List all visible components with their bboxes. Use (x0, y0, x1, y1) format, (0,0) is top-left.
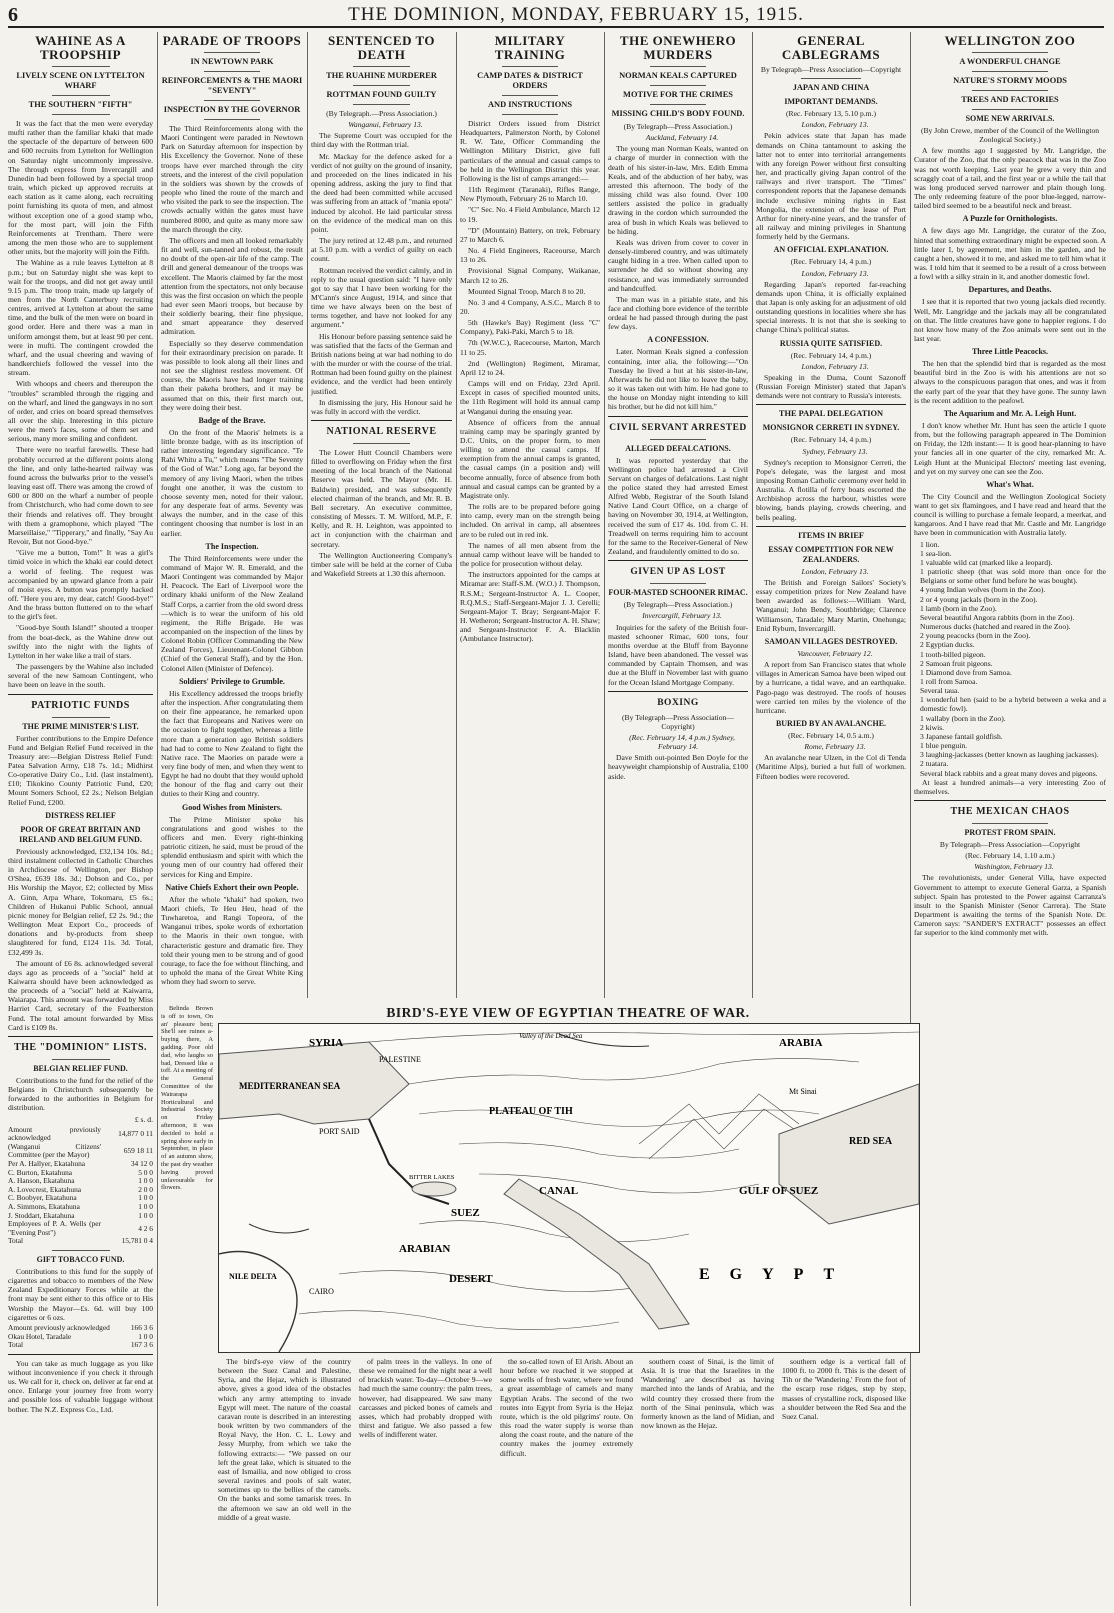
subhead: Good Wishes from Ministers. (181, 802, 282, 812)
map-illustration (219, 1024, 919, 1352)
subhead: MONSIGNOR CERRETI IN SYDNEY. (762, 423, 900, 433)
subhead: CAMP DATES & DISTRICT ORDERS (477, 71, 583, 90)
subhead: IN NEWTOWN PARK (190, 57, 274, 66)
subhead: MOTIVE FOR THE CRIMES (623, 90, 733, 99)
paragraph: "D" (Mountain) Battery, on trek, February 27 to March 6. (460, 225, 600, 244)
subhead: REINFORCEMENTS & THE MAORI "SEVENTY" (161, 76, 303, 95)
paragraph: Regarding Japan's reported far-reaching demands upon China, it is officially explained that Japan is only asking for an adjustment of old outstanding questions in localities where she has special interests. It is not that she is seeking to change China's political status. (756, 279, 906, 335)
list-item: 4 young Indian wolves (born in the Zoo). (920, 585, 1046, 595)
list-item: 1 blue penguin. (920, 741, 968, 751)
gift-fund-table (8, 1324, 153, 1350)
paragraph: Further contributions to the Empire Defence Fund and Belgian Relief Fund received in the Treasury are:—Belgian Distress Relief Fund: Patea Salvation Army, £18 7s. 1d.; Midhirst Co-operative Dairy Co., Ltd. (last instalment), £10; Tikokino County Patriotic Fund, £20; Mount Somers School, £2 2s.; Nelson Belgian Relief Fund, £200. (8, 733, 153, 807)
subhead: DISTRESS RELIEF (45, 810, 116, 820)
list-item: 2 young peacocks (born in the Zoo). (920, 631, 1031, 641)
below-map-col-1 (218, 1357, 351, 1607)
headline-military-training: MILITARY TRAINING (494, 33, 566, 62)
paragraph: Especially so they deserve commendation for their extraordinary precision on parade. It was possible to look along all their lines and not see the slightest restless movement. Of course, the Maoris have had longer training than their pakeha brothers, and it may be assumed that on this, their first march out, they were doing their best. (161, 338, 303, 412)
subhead: NORMAN KEALS CAPTURED (619, 71, 737, 80)
list-item: 1 sea-lion. (920, 548, 952, 558)
paragraph: "C" Sec. No. 4 Field Ambulance, March 12 to 19. (460, 205, 600, 224)
subhead: GIFT TOBACCO FUND. (36, 1255, 125, 1264)
subhead: The Inspection. (205, 541, 259, 551)
paragraph: The City Council and the Wellington Zoological Society want to get six flamingoes, and I have read and heard that the council is willing to purchase a female leopard, a meerkat, and kangaroos. And I have read that Mr. Castle and Mr. Langridge have been in communication with Australia lately. (914, 491, 1106, 538)
column-2 (161, 32, 303, 998)
headline-parade: PARADE OF TROOPS (162, 33, 302, 48)
list-item: 2 tuatara. (920, 759, 949, 769)
paragraph: 2nd (Wellington) Regiment, Miramar, April 12 to 24. (460, 358, 600, 377)
received: (Rec. February 14, 4 p.m.) (790, 350, 872, 360)
map-label-suez: SUEZ (451, 1207, 480, 1219)
credit: (By Telegraph.—Press Association.) (326, 109, 437, 118)
paragraph: The British and Foreign Sailors' Society's essay competition prizes for New Zealand have been awarded as follows:—William Ward, Wanganui; John Bendy, Southbridge; Clarence Williamson, Taradale; Mary Martin, Onehunga; Enid Ryburn, Invercargill. (756, 577, 906, 633)
below-map-col-4 (641, 1357, 774, 1607)
subhead: Badge of the Brave. (198, 415, 266, 425)
table-row: Amount previously acknowledged 14,877 0 11 (8, 1124, 153, 1143)
dateline: (Rec. February 14, 4 p.m.) Sydney, February 14. (629, 732, 735, 752)
map-label-desert: DESERT (449, 1273, 493, 1285)
paragraph: At least a hundred animals—a very interesting Zoo of themselves. (914, 777, 1106, 796)
paragraph: It was reported yesterday that the Wellington police had arrested a Civil Servant on charges of defalcations. Last night the police stated they had arrested Ernest Alfred Webb, Registrar of the South Island Native Land Court Office, on a charge of having on November 30, 1914, at Wellington, received the sum of £17 4s. 10d. from C. H. Treadwell on terms requiring him to account for the same to the Receiver-General of New Zealand, and fraudulently omitted to do so. (608, 455, 748, 557)
paragraph: Speaking in the Duma, Count Sazonoff (Russian Foreign Minister) stated that Japan's demands were not contrary to Russia's interests. (756, 372, 906, 401)
subhead: POOR OF GREAT BRITAIN AND IRELAND AND BELGIUM FUND. (19, 824, 142, 844)
paragraph: The Wellington Auctioneering Company's timber sale will be held at the corner of Cuba and Wakefield Streets at 1.30 this afternoon. (311, 550, 452, 579)
dateline: Sydney, February 13. (802, 446, 868, 456)
headline-civil-servant: CIVIL SERVANT ARRESTED (609, 422, 747, 433)
table-row: Employees of P. A. Wells (per "Evening Post") 4 2 6 (8, 1219, 153, 1237)
dateline: London, February 13. (801, 566, 869, 576)
list-item: 1 wonderful hen (said to be a hybrid between a weka and a domestic fowl). (920, 695, 1106, 714)
map-label-nile: NILE DELTA (229, 1272, 277, 1281)
table-row: A. Lovecrest, Ekatahuna 2 0 0 (8, 1184, 153, 1194)
paragraph: No. 4 Field Engineers, Raceourse, March 13 to 26. (460, 246, 600, 265)
credit: By Telegraph—Press Association—Copyright (760, 65, 902, 74)
headline-zoo: WELLINGTON ZOO (944, 33, 1076, 48)
subhead: SOME NEW ARRIVALS. (965, 114, 1055, 123)
subhead: SAMOAN VILLAGES DESTROYED. (764, 636, 898, 646)
subhead: IMPORTANT DEMANDS. (784, 97, 878, 107)
paragraph: 11th Regiment (Taranaki), Rifles Range, New Plymouth, February 26 to March 10. (460, 185, 600, 204)
table-row: A. Simmons, Ekatahuna 1 0 0 (8, 1202, 153, 1212)
paragraph: Contributions to the fund for the relief of the Belgians in Christchurch subsequently be forwarded to the authorities in Belgium for distribution. (8, 1075, 153, 1113)
paragraph: The hen that the splendid bird that is regarded as the most beautiful bird in the Zoo is with his attentions are not so always to the conspicuous paragon that ones, and was it from the early part of the year that they have gone. The sunny lawn is the recent addition to the peafowl. (914, 359, 1106, 405)
paragraph: The bird's-eye view of the country between the Suez Canal and Palestine, Syria, and the Hejaz, which is illustrated above, gives a good idea of the obstacles which any army attempting to invade Egypt will meet. The nature of the coastal caravan route is described in an interesting book written by two commanders of the Royal Navy, the Hon. C. L. Lowy and Jessy Murphy, from which we take the following extracts:— "We passed on our left the great lake, which is situated to the east of Ismailia, and now obliged to cross several ravines and pools of salt water, sometimes up to the bellies of the camels. On the banks and some tamarisk trees. In the afternoon we saw an old well in the middle of a great waste. (218, 1357, 351, 1522)
received: (Rec. February 14, 4 p.m.) (790, 435, 872, 445)
subhead: AND INSTRUCTIONS (488, 100, 572, 109)
headline-mexican: THE MEXICAN CHAOS (950, 806, 1070, 817)
masthead (8, 4, 1104, 28)
table-row: Total 167 3 6 (8, 1340, 153, 1350)
subhead: AN OFFICIAL EXPLANATION. (773, 245, 889, 255)
subhead: A WONDERFUL CHANGE (959, 57, 1061, 66)
subhead: Departures, and Deaths. (968, 285, 1052, 295)
paragraph: The instructors appointed for the camps at Miramar are: Staff-S.M. (W.O.) J. Thompson, R.S.M.; Sergeant-Instructor A. L. Cooper, R.Q.M.S.; Staff-Sergeant-Major J. J. Cerelli; Sergeant-Major T. Bray; Sergeant-Major F. H. Wetheron; Sergeant-Instructor A. H. Shaw; and Sergeant-Instructor F. A. Blacklin (Ambulance Instructor). (460, 570, 600, 644)
dateline: Rome, February 13. (804, 742, 866, 752)
received: (Rec. February 14, 1.10 a.m.) (965, 851, 1055, 861)
list-item: 2 or 4 young jackals (born in the Zoo). (920, 594, 1038, 604)
credit: (By Telegraph—Press Association—Copyright) (622, 712, 734, 731)
belgian-fund-table (8, 1126, 153, 1246)
map-label-mediterranean: MEDITERRANEAN SEA (239, 1081, 341, 1091)
headline-wahine: WAHINE AS A TROOPSHIP (35, 33, 126, 62)
table-row: A. Hanson, Ekatahuna 1 0 0 (8, 1176, 153, 1186)
column-1 (8, 32, 153, 1606)
paragraph: Belinda Brown is off to town, On an' pleasure bent; She'll see ruines a-buying there, A gadding. Poor old dad, who laughs so bad, Dressed like a toff. At a meeting of the General Committee of the Wairarapa Horticultural and Industrial Society on Friday afternoon, it was decided to hold a spring show early in September, in place of an autumn show, the past dry weather having proved unfavourable for flowers. (161, 1005, 213, 1192)
paragraph: With whoops and cheers and thereupon the "troubles" scrambled through the rigging and on the wharf, and lined the gangways in no sort of order, and cries on board spread themselves all over the ship. Interesting in this picture were the men's faces, some of them set and serious, many more smiling and confident. (8, 379, 153, 444)
subhead: Soldiers' Privilege to Grumble. (179, 676, 285, 686)
subhead: A CONFESSION. (647, 335, 709, 345)
subhead: JAPAN AND CHINA (792, 83, 870, 93)
subhead: ROTTMAN FOUND GUILTY (326, 90, 437, 99)
paragraph: No. 3 and 4 Company, A.S.C., March 8 to 20. (460, 297, 600, 316)
paragraph: Keals was driven from cover to cover in densely-timbered country, and was ultimately caught hiding in a tree. When called upon to surrender he did so without showing any resistance, and was immediately surrounded and handcuffed. (608, 237, 748, 293)
subhead: MISSING CHILD'S BODY FOUND. (611, 109, 745, 118)
paragraph: 5th (Hawke's Bay) Regiment (less "C" Company), Paki-Paki, March 5 to 18. (460, 318, 600, 337)
list-item: 1 lion. (920, 539, 940, 549)
subhead: ESSAY COMPETITION FOR NEW ZEALANDERS. (768, 544, 894, 564)
paragraph: The revolutionists, under General Villa, have expected Government to attempt to execute General Garza, a Spanish subject. Spain has protested to the Power against Carranza's insult to the Spanish Minister (Senor Carrera). The State Department is awaiting the terms of the Spanish Note. Dr. Cameron says: "SANDER'S EXTRACT" possesses an effect far superior to the kind commonly met with. (914, 873, 1106, 938)
table-col-header: £ s. d. (134, 1114, 153, 1124)
paragraph: southern coast of Sinai, is the limit of Asia. It is true that the Israelites in the 'Wandering' are described as having marched into the lands of Arabia, and the wild country they crossed there from the north of the Sinai peninsula, which was formerly known as the land of Midian, and now known as the Hejaz. (641, 1357, 774, 1431)
paragraph: "Good-bye South Island!" shouted a trooper from the boat-deck, as the Wahine drew out swiftly into the night with the lights of Lyttelton in her wake like a trail of stars. (8, 623, 153, 660)
map-label-valley: Valley of the Dead Sea (519, 1032, 583, 1040)
map-label-canal: CANAL (539, 1185, 579, 1197)
headline-boxing: BOXING (657, 697, 699, 708)
list-item: Several black rabbits and a great many doves and pigeons. (920, 768, 1098, 778)
subhead: BURIED BY AN AVALANCHE. (775, 718, 887, 728)
list-item: 1 roll from Samoa. (920, 676, 978, 686)
newspaper-title: THE DOMINION, MONDAY, FEBRUARY 15, 1915. (348, 4, 804, 25)
below-map-col-5 (782, 1357, 906, 1607)
table-row: Okau Hotel, Taradale 1 0 0 (8, 1331, 153, 1341)
paragraph: The officers and men all looked remarkably fit and well, sun-tanned and robust, the result no doubt of the open-air life of the camp. The drill and general demeanour of the troops was excellent. The Maoris claimed by far the most attention from the spectators, not only because this was the first occasion on which the people had ever seen Maori troops, but because by their soldierly bearing, their fine physique, and smart appearance they deserved admiration. (161, 235, 303, 337)
below-map-col-2 (359, 1357, 492, 1607)
column-5 (608, 32, 748, 998)
map-label-sinai: Mt Sinai (789, 1087, 817, 1096)
received: (Rec. February 13, 5.10 p.m.) (785, 109, 877, 119)
paragraph: The Prime Minister spoke his congratulations and good wishes to the officers and men. Every right-thinking patriotic citizen, he said, must be proud of the splendid enthusiasm and spirit with which the young men of our country had offered their services for King and Empire. (161, 814, 303, 879)
subhead: THE PRIME MINISTER'S LIST. (22, 721, 139, 731)
paragraph: 7th (W.W.C.), Racecourse, Marton, March 11 to 25. (460, 338, 600, 357)
paragraph: His Excellency addressed the troops briefly after the inspection. After congratulating them on their fine appearance, he remarked upon the fact that Europeans and Natives were on the occasion to fight together, whereas a little more than a generation ago British soldiers had had to come to New Zealand to fight the Native race. The Maories on parade were a very fine body of men, and when they went to Egypt he had no doubt that they would uphold the honour of the flag and carry out their duties to their King and country. (161, 688, 303, 799)
paragraph: The Supreme Court was occupied for the third day with the Rottman trial. (311, 131, 452, 150)
paragraph: Previously acknowledged, £32,134 10s. 8d.; third instalment collected in Catholic Churches in Archdiocese of Wellington, per Bishop O'Shea, £639 18s. 3d.; Dobson and Co., per His Worship the Mayor, £2; collected by Miss A. Ginn, Arpa Whare, Tokomaru, £5 6s.; Children of Hukanui Public School, annual picnic money for Belgian relief, £2 2s. 9d.; the Wellington Meat Export Co., proceeds of donations and by-products from sheep slaughtered for fund, £124 11s. 3d. Total, £32,499 3s. (8, 846, 153, 957)
dateline: London, February 13. (801, 361, 869, 371)
column-4 (460, 32, 600, 998)
paragraph: Later. Norman Keals signed a confession containing, inter alia, the following:—"On Tuesday he lived a hut at his sister-in-law, Afterwards he did not like to leave the baby, so it was taken out with him. He had gone to the house on Monday night intending to kill his brother, but he did not kill him." (608, 347, 748, 412)
headline-national-reserve: NATIONAL RESERVE (326, 426, 437, 437)
subhead: NATURE'S STORMY MOODS (953, 76, 1067, 85)
paragraph: After the whole "khaki" had spoken, two Maori chiefs, Te Heu Heu, head of the Tuwharetoa, and Rangi Topeora, of the Wanganui tribes, spoke words of exhortation to the Maoris in their own tongue, with characteristic gesture and dramatic fire. They told their young men to be strong and of good courage, to face the foe without flinching, and to uphold the mana of the Great White King whom they had sworn to serve. (161, 894, 303, 987)
received: (Rec. February 14, 0.5 a.m.) (788, 730, 874, 740)
subhead: ALLEGED DEFALCATIONS. (625, 443, 731, 453)
paragraph: District Orders issued from District Headquarters, Palmerston North, by Colonel R. W. Tate, Officer Commanding the Wellington Military District, give full particulars of the annual and casual camps to be held in the Wellington District this year. Following is the list of camps arranged:— (460, 119, 600, 183)
list-item: 1 patriotic sheep (that was sold more than once for the Belgians or some other fund before he was bought). (920, 567, 1106, 586)
credit: By Telegraph—Press Association—Copyright (939, 840, 1081, 849)
headline-dominion-lists: THE "DOMINION" LISTS. (13, 1041, 148, 1053)
map-label-red-sea: RED SEA (849, 1136, 893, 1147)
table-row: Total 15,781 0 4 (8, 1236, 153, 1246)
map-label-syria: SYRIA (309, 1037, 344, 1049)
paragraph: In dismissing the jury, His Honour said he was fully in accord with the verdict. (311, 397, 452, 416)
paragraph: Camps will end on Friday, 23rd April. Except in cases of specified mounted units, the 11th Regiment will hold its annual camp at Wanganui during the ensuing year. (460, 379, 600, 416)
headline-given-up: GIVEN UP AS LOST (630, 567, 726, 578)
dateline: Auckland, February 14. (645, 133, 719, 143)
subhead: What's What. (986, 479, 1034, 489)
paragraph: The Third Reinforcements were under the command of Major W. R. Emerald, and the Maori Contingent was commanded by Major H. Peacock. The Earl of Liverpool wore the ordinary khaki uniform of the New Zealand Staff Corps, a carrier from the old sword dress—which is to wear the uniform of his old regiment, the Rifle Brigade. He was accompanied on the inspection of the lines by Colonel Robin (Officer Commanding the New Zealand Forces), Lieutenant-Colonel Gibbon (Chief of the General Staff), and by the Hon. Colonel Allen (Minister of Defence). (161, 553, 303, 673)
advertisement: You can take as much luggage as you like without inconvenience if you check it through us. We call for it, check on, deliver at far end at once. Enlarge your journey free from worry and possible loss of valuable luggage without bother. The N.Z. Express Co., Ltd. (8, 1358, 153, 1414)
subhead: ITEMS IN BRIEF (797, 530, 865, 540)
dateline: Wanganui, February 13. (348, 120, 423, 130)
subhead: THE PAPAL DELEGATION (778, 409, 884, 419)
paragraph: Rottman received the verdict calmly, and in reply to the usual question said: "I have only got to say that I have been working for the M'Cann's since August, 1914, and since that time we have always been on the best of terms together, and have not looked for any argument." (311, 265, 452, 330)
subhead: Three Little Peacocks. (971, 347, 1049, 357)
paragraph: The Third Reinforcements along with the Maori Contingent were paraded in Newtown Park on Saturday afternoon for inspection by His Excellency the Governor. None of these troops have ever marched through the city streets, and the interest of the civil population in the soldiers was shown by the crowds of people who lined the route of the march and who visited the park to see the inspection. The crowds actually within the gates must have numbered 8000, and quite as many more saw the march through the city. (161, 124, 303, 234)
subhead: INSPECTION BY THE GOVERNOR (163, 105, 301, 114)
map-label-egypt: EGYPT (699, 1266, 855, 1283)
paragraph: southern edge is a vertical fall of 1000 ft. to 2000 ft. This is the desert of Tih or the 'Wandering.' From the foot of the escarp rose ridges, step by step, masses of crystalline rock, disposed like a shoulder between the Red Sea and the Suez Canal. (782, 1357, 906, 1421)
dateline: Washington, February 13. (974, 862, 1054, 872)
byline: (By John Crewe, member of the Council of the Wellington Zoological Society.) (920, 126, 1100, 145)
subhead: BELGIAN RELIEF FUND. (33, 1063, 128, 1073)
list-item: Numerous ducks (hatched and reared in the Zoo). (920, 622, 1071, 632)
paragraph: Contributions to this fund for the supply of cigarettes and tobacco to members of the New Zealand Expeditionary Forces while at the front may be sent either to this office or to His Worship the Mayor—£s. 6d. will buy 100 cigarettes or 6 ozs. (8, 1267, 153, 1322)
paragraph: It was the fact that the men were everyday mufti rather than the familiar khaki that made the spectacle of the departure of between 600 and 600 recruits from Lyttelton for Wellington on Saturday night uncommonly impressive. The through express from Invercargill and Dunedin had been followed by a special troop train, which picked up approved recruits at each station as it came along, each recruiting point furnishing its quota of men, and almost without exception one of a good stamp who, for the most part, will join the Fifth Reinforcements at Trentham. There were among the men those who are to supplement other units, but the majority will join the Fifth. (8, 119, 153, 257)
dateline: London, February 13. (801, 120, 869, 130)
list-item: 2 Samoan fruit pigeons. (920, 658, 993, 668)
list-item: 1 tooth-billed pigeon. (920, 649, 986, 659)
paragraph: An avalanche near Ulzen, in the Col di Tenda (Maritime Alps), buried a hut full of workmen. Fifteen bodies were recovered. (756, 753, 906, 781)
below-map-col-3 (500, 1357, 633, 1607)
paragraph: the so-called town of El Arish. About an hour before we reached it we stopped at some wells of fresh water, where we found a great assemblage of camels and many Egyptian Arabs. The second of the two routes into Egypt from Syria is the Hejaz route, which is the old pilgrims' route. On this road the water supply is worse than along the coast route, and the nature of the country makes the journey extremely difficult. (500, 1357, 633, 1458)
paragraph: A report from San Francisco states that whole villages in American Samoa have been wiped out by a hurricane, a tidal wave, and an earthquake. Pago-pago was destroyed. The roofs of houses were carried ten miles by the violence of the hurricane. (756, 660, 906, 715)
credit: (By Telegraph—Press Association.) (623, 122, 733, 131)
subhead: RUSSIA QUITE SATISFIED. (779, 338, 883, 348)
paragraph: The Wahine as a rule leaves Lyttelton at 8 p.m.; but on Saturday night she was kept to wait for the troops, and did not get away until 9.15 p.m. The troop train, made up largely of men from the North Canterbury recruiting centres, arrived at Lyttelton at about the same time, and the bulk of the men were on board in good order. Here and there was a man in uniform amongst them, but at least 90 per cent. were in mufti. The contingent crowded the wharf, and the usual cheering and waving of handkerchiefs followed the vessel into the stream. (8, 258, 153, 378)
paragraph: On the front of the Maoris' helmets is a little bronze badge, with as its inscription of rather interesting legendary significance. "Te Rahi Whitu a Tu," which means "The Seventy of the God of War." Long ago, far beyond the memory of any living Maori, when the tribes fought one another, it was the custom to choose seventy men, noted for their valour, for any desperate feat of arms. Seventy was always the number, and in the case of this contingent choosing that number is lost in an earlier. (161, 427, 303, 538)
list-item: 1 Diamond dove from Samoa. (920, 667, 1012, 677)
list-item: 3 laughing-jackasses (better known as laughing jackasses). (920, 750, 1099, 760)
paragraph: Absence of officers from the annual training camp may be sparingly granted by D.C. Units, on the proper form, to men willing to attend the casual camps. If exemption from the annual camps is granted, the casual camps (in a position and) will become annually, force of absence from both annual and casual camps can be granted by a Magistrate only. (460, 417, 600, 500)
dateline: Vancouver, February 12. (797, 648, 873, 658)
list-item: 1 wallaby (born in the Zoo). (920, 713, 1006, 723)
list-item: 1 valuable wild cat (marked like a leopard). (920, 557, 1053, 567)
paragraph: Pekin advices state that Japan has made demands on China tantamount to asking the latter not to enter into territorial arrangements with any foreign Power without first consulting her, and practically giving Japan control of the railways and river transport. The "Times" correspondent reports that the Japanese demands include exclusive mining rights in East Mongolia, the extension of the lease of Port Arthur for ninety-nine years, and the transfer of all railway and mining privileges in Shantung formerly held by the Germans. (756, 131, 906, 242)
paragraph: Mounted Signal Troop, March 8 to 20. (468, 286, 586, 296)
list-item: 2 kiwis. (920, 722, 945, 732)
map-title: BIRD'S-EYE VIEW OF EGYPTIAN THEATRE OF WAR. (386, 1005, 750, 1020)
list-item: Several beautiful Angora rabbits (born in the Zoo). (920, 612, 1075, 622)
list-item: 3 Japanese fantail goldfish. (920, 731, 1003, 741)
table-row: J. Stoddart, Ekatahuna 1 0 0 (8, 1210, 153, 1220)
paragraph: of palm trees in the valleys. In one of these we remained for the night near a well of brackish water. To-day—October 9—we had much the same country: the palm trees, however, had disappeared. We saw many carcasses and picked bones of camels and asses, which had probably dropped with thirst and fatigue. We also passed a few wells of indifferent water. (359, 1357, 492, 1440)
paragraph: I don't know whether Mr. Hunt has seen the article I quote from, but the following paragraph appeared in The Dominion on Friday, the 12th instant:— It is good hear-planning to have your fancies all in one quarter of the city, remarked Mr. A. Leigh Hunt at the Municipal Electors' meeting last evening, and yet on my survey one can see the Zoo. (914, 420, 1106, 476)
map-label-cairo: CAIRO (309, 1287, 334, 1296)
map-label-port-said: PORT SAID (319, 1127, 360, 1136)
headline-cablegrams: GENERAL CABLEGRAMS (781, 33, 881, 62)
paragraph: "Give me a button, Tom!" It was a girl's timid voice in which the khaki ear could detect a world of feeling. The request was accompanied by an upward glance from a pair of moist eyes. A button was promptly hacked off. "Here you are, my dear, catch! Good-bye!" And the brass button fluttered on to the wharf to the girl's feet. (8, 548, 153, 622)
paragraph: Mr. Mackay for the defence asked for a verdict of not guilty on the ground of insanity, and proceeded on the lines indicated in his opening address, asking the jury to find that the deed had been committed while accused was suffering from an attack of "mania epota" induced by alcohol. He laid particular stress on the evidence of the medical man on this point. (311, 151, 452, 234)
table-row: (Wanganui Citizens' Committee (per the Mayor) 659 18 11 (8, 1141, 153, 1160)
column-2-lower (161, 1005, 213, 1605)
subhead: FOUR-MASTED SCHOONER RIMAC. (608, 588, 748, 598)
page-number: 6 (8, 3, 18, 26)
subhead: PROTEST FROM SPAIN. (964, 828, 1056, 837)
paragraph: A few months ago I suggested by Mr. Langridge, the Curator of the Zoo, that the only peacock that was in the Zoo was not worth keeping. Last year he grew a very thin and scraggly coat of a tail, and the first year or a while the tail that was long produced served narrower and plain though long. The only redeeming feature of the poor blue-legged, narrow-tailed bird seemed to be a beautiful neck and breast. (914, 146, 1106, 211)
dateline: London, February 13. (801, 268, 869, 278)
table-row: C. Burton, Ekatahuna 5 0 0 (8, 1167, 153, 1177)
paragraph: Dave Smith out-pointed Ben Doyle for the heavyweight championship of Australia, £100 aside. (608, 753, 748, 781)
paragraph: I see that it is reported that two young jackals died recently. Well, Mr. Langridge and the jackals may all be congratulated on that. The little creatures have gone to happier regions. I do not know how many of the Zoo animals were sent out in the last year. (914, 297, 1106, 343)
table-row: Amount previously acknowledged 166 3 6 (8, 1322, 153, 1332)
subhead: THE RUAHINE MURDERER (326, 71, 437, 80)
map-label-arabian: ARABIAN (399, 1243, 451, 1255)
subhead: TREES AND FACTORIES (961, 95, 1059, 104)
egypt-war-map (218, 1023, 920, 1353)
paragraph: A few days ago Mr. Langridge, the curator of the Zoo, hinted that something extraordinary might be expected soon. A little later I, by agreement, met him in the garden, and he caught a hen, showed it to me, and asked me to tell him what it was. I told him that it seemed to be a result of a cross between a fowl with a silky strain in it, and another domestic fowl. (914, 226, 1106, 282)
dateline: Invercargill, February 13. (642, 611, 722, 621)
subhead: The Aquarium and Mr. A. Leigh Hunt. (943, 408, 1077, 418)
paragraph: His Honour before passing sentence said he was satisfied that the facts of the German and British nations being at war had nothing to do with the murder or with the course of the trial. Rottman had been found guilty on the plainest evidence, and the verdict had been entirely justified. (311, 331, 452, 396)
map-label-bitter-lakes: BITTER LAKES (409, 1174, 455, 1181)
paragraph: The amount of £6 8s. acknowledged several days ago as proceeds of a "social" held at Kaiwarra should have been acknowledged as the proceeds of a "social" held at Kaiwarra, Waiarapa. This amount was forwarded by Miss Harriet Card, secretary of the Featherston Fund. The total amount forwarded by Miss Card is £109 8s. (8, 958, 153, 1032)
column-7 (914, 32, 1106, 1606)
table-row: Per A. Hallyer, Ekatahuna 34 12 0 (8, 1159, 153, 1169)
column-3 (311, 32, 452, 998)
paragraph: The jury retired at 12.48 p.m., and returned at 5.10 p.m. with a verdict of guilty on each count. (311, 236, 452, 264)
paragraph: The Lower Hutt Council Chambers were filled to overflowing on Friday when the first meeting of the local branch of the National Reserve was held. The Mayor (Mr. H. Baldwin) presided, and was subsequently elected chairman of the branch, and Mr. R. B. Bell secretary. An executive committee, consisting of Messrs. T. M. Wilford, M.P., F. Kelly, and R. H. Leighton, was appointed to act in conjunction with the chairman and secretary. (311, 448, 452, 549)
table-row: C. Boobyer, Ekatahuna 1 0 0 (8, 1193, 153, 1203)
subhead: LIVELY SCENE ON LYTTELTON WHARF (16, 71, 145, 90)
headline-sentenced: SENTENCED TO DEATH (327, 33, 436, 62)
map-label-arabia: ARABIA (779, 1037, 823, 1049)
paragraph: Provisional Signal Company, Waikanae, March 12 to 26. (460, 266, 600, 285)
map-label-gulf: GULF OF SUEZ (739, 1185, 819, 1197)
list-item: 2 Egyptian ducks. (920, 640, 975, 650)
map-label-plateau: PLATEAU OF TIH (489, 1106, 573, 1117)
paragraph: The man was in a pitiable state, and his face and clothing bore evidence of the terrible ordeal he had passed through during the past few days. (608, 294, 748, 332)
subhead: A Puzzle for Ornithologists. (962, 214, 1058, 224)
zoo-list (914, 540, 1106, 778)
subhead: THE SOUTHERN "FIFTH" (28, 100, 133, 109)
paragraph: The passengers by the Wahine also included several of the new Samoan Contingent, who have been on leave in the south. (8, 662, 153, 690)
received: (Rec. February 14, 4 p.m.) (790, 257, 872, 267)
subhead: Native Chiefs Exhort their own People. (165, 882, 299, 892)
paragraph: Inquiries for the safety of the British four-masted schooner Rimac, 600 tons, four months overdue at the Bluff from Bayonne Island, have been abandoned. The vessel was commanded by Captain Thomsen, and was due at the Bluff in November last with guano for the Ocean Island Mortgage Company. (608, 622, 748, 687)
paragraph: The young man Norman Keals, wanted on a charge of murder in connection with the death of his sister-in-law, Mrs. Edith Emma Keals, and of the abduction of her baby, was arrested this afternoon. The body of the missing child was also found. Over 100 settlers assisted the police in gradually drawing in the cordon which surrounded the area of bush in which Keals was believed to be hiding. (608, 144, 748, 236)
credit: (By Telegraph—Press Association.) (623, 600, 733, 610)
paragraph: The names of all men absent from the annual camp without leave will be handed to the police for prosecution without delay. (460, 540, 600, 569)
headline-onewhero: THE ONEWHERO MURDERS (619, 33, 737, 62)
headline-patriotic: PATRIOTIC FUNDS (31, 699, 130, 711)
column-6 (756, 32, 906, 998)
paragraph: There were no tearful farewells. These had probably occurred at the different points along the line, and only lathe-hearted railway was found across the bulwarks prior to the vessel's leaving east off. There was among the crowd of 600 or 800 on the wharf a number of people from Christchurch, who had come down to see their friends and relatives off. They brought with them a gramophone, which played "The Marseillaise," "Tipperary," and finally, "Say Au Revoir, But not Good-bye." (8, 445, 153, 547)
map-label-palestine: PALESTINE (379, 1055, 421, 1064)
paragraph: The rolls are to be prepared before going into camp, every man on the strength being included. On arrival in camp, all absentees are to be ruled out in red ink. (460, 502, 600, 539)
paragraph: Sydney's reception to Monsignor Cerreti, the Pope's delegate, was the largest and most imposing Roman Catholic ceremony ever held in Australia. A flotilla of ferry boats escorted the Archbishop across the harbour, whistles were blowing, bands playing, crowds cheering, and bells pealing. (756, 457, 906, 522)
list-item: Several taua. (920, 686, 960, 696)
list-item: 1 lamb (born in the Zoo). (920, 603, 997, 613)
